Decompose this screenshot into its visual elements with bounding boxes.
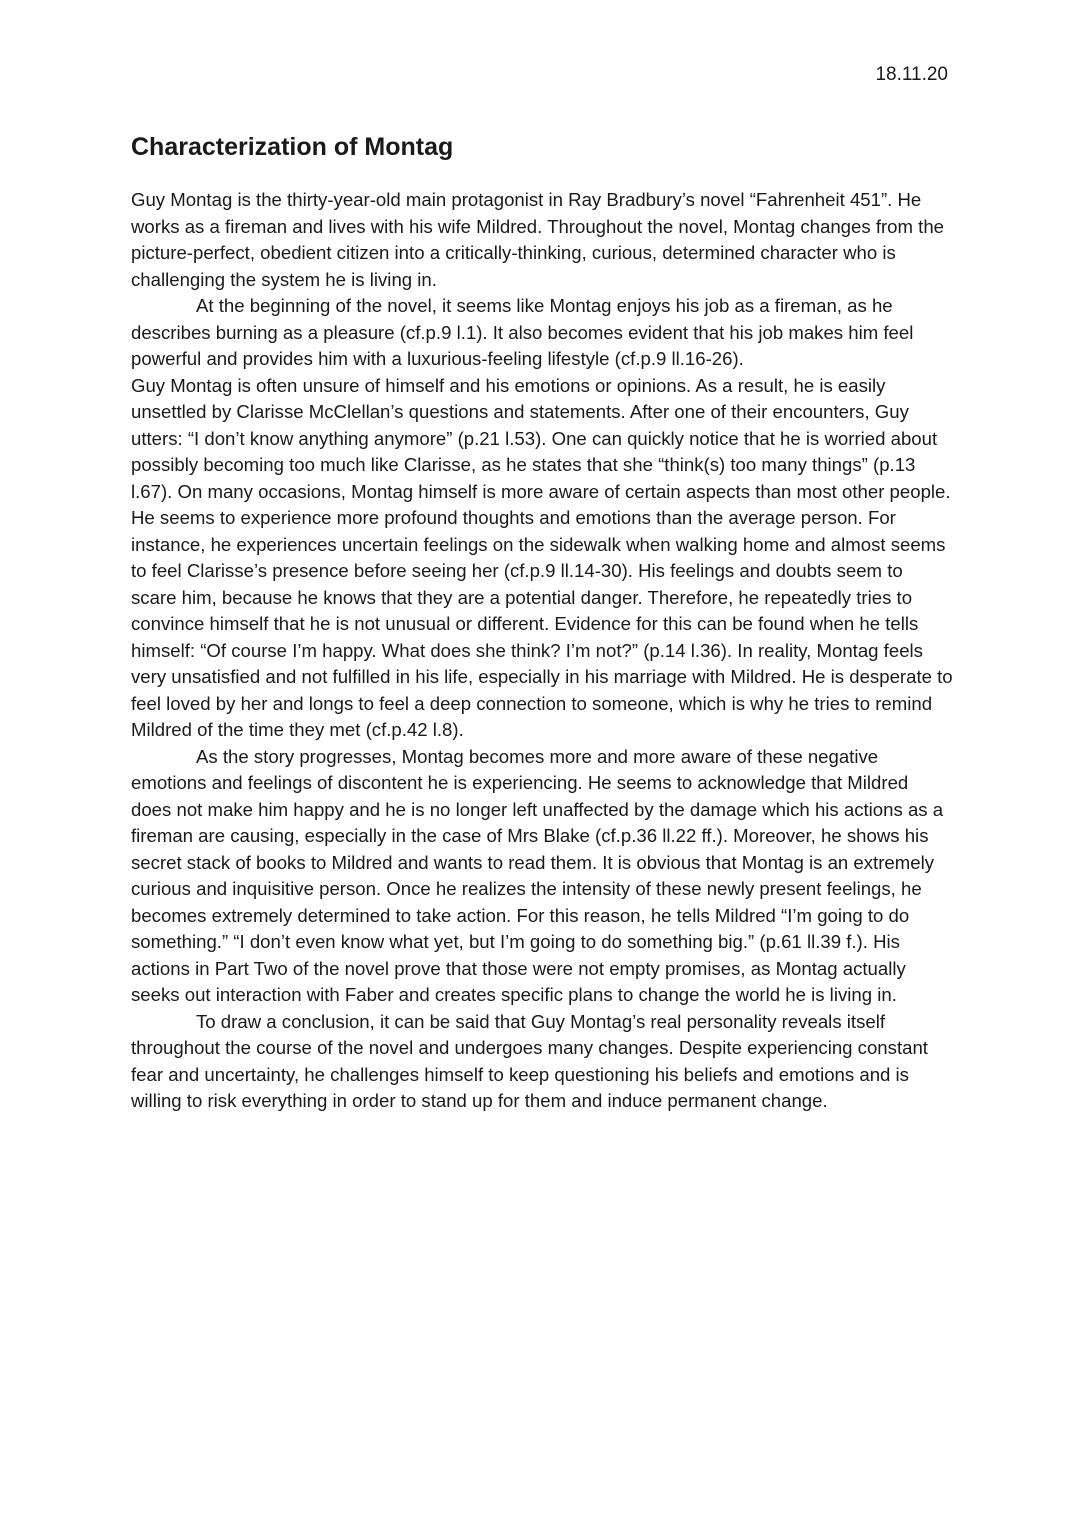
- paragraph-beginning: At the beginning of the novel, it seems like Montag enjoys his job as a fireman, as he describes burning as a pleasure (cf.p.9 l.1). It also becomes evident that his job makes him feel powerful and provides him with a luxurious-feeling lifestyle (cf.p.9 ll.16-26).: [131, 295, 914, 369]
- document-body: [131, 187, 953, 1115]
- document-title: Characterization of Montag: [131, 133, 454, 161]
- paragraph-progression: As the story progresses, Montag becomes more and more aware of these negative emotions and feelings of discontent he is experiencing. He seems to acknowledge that Mildred does not make him happy and he is no longer left unaffected by the damage which his actions as a fireman are causing, especially in the case of Mrs Blake (cf.p.36 ll.22 ff.). Moreover, he shows his secret stack of books to Mildred and wants to read them. It is obvious that Montag is an extremely curious and inquisitive person. Once he realizes the intensity of these newly present feelings, he becomes extremely determined to take action. For this reason, he tells Mildred “I’m going to do something.” “I don’t even know what yet, but I’m going to do something big.” (p.61 ll.39 f.). His actions in Part Two of the novel prove that those were not empty promises, as Montag actually seeks out interaction with Faber and creates specific plans to change the world he is living in.: [131, 745, 944, 1005]
- paragraph-conclusion: To draw a conclusion, it can be said that Guy Montag’s real personality reveals itself throughout the course of the novel and undergoes many changes. Despite experiencing constant fear and uncertainty, he challenges himself to keep questioning his beliefs and emotions and is willing to risk everything in order to stand up for them and induce permanent change.: [131, 1010, 928, 1111]
- paragraph-introduction: Guy Montag is the thirty-year-old main protagonist in Ray Bradbury’s novel “Fahrenheit 451”. He works as a fireman and lives with his wife Mildred. Throughout the novel, Montag changes from the picture-perfect, obedient citizen into a critically-thinking, curious, determined character who is challenging the system he is living in.: [131, 189, 945, 290]
- document-date: 18.11.20: [875, 64, 948, 85]
- paragraph-unsure: Guy Montag is often unsure of himself and his emotions or opinions. As a result, he is easily unsettled by Clarisse McClellan’s questions and statements. After one of their encounters, Guy utters: “I don’t know anything anymore” (p.21 l.53). One can quickly notice that he is worried about possibly becoming too much like Clarisse, as he states that she “think(s) too many things” (p.13 l.67). On many occasions, Montag himself is more aware of certain aspects than most other people. He seems to experience more profound thoughts and emotions than the average person. For instance, he experiences uncertain feelings on the sidewalk when walking home and almost seems to feel Clarisse’s presence before seeing her (cf.p.9 ll.14-30). His feelings and doubts seem to scare him, because he knows that they are a potential danger. Therefore, he repeatedly tries to convince himself that he is not unusual or different. Evidence for this can be found when he tells himself: “Of course I’m happy. What does she think? I’m not?” (p.14 l.36). In reality, Montag feels very unsatisfied and not fulfilled in his life, especially in his marriage with Mildred. He is desperate to feel loved by her and longs to feel a deep connection to someone, which is why he tries to remind Mildred of the time they met (cf.p.42 l.8).: [131, 374, 953, 740]
